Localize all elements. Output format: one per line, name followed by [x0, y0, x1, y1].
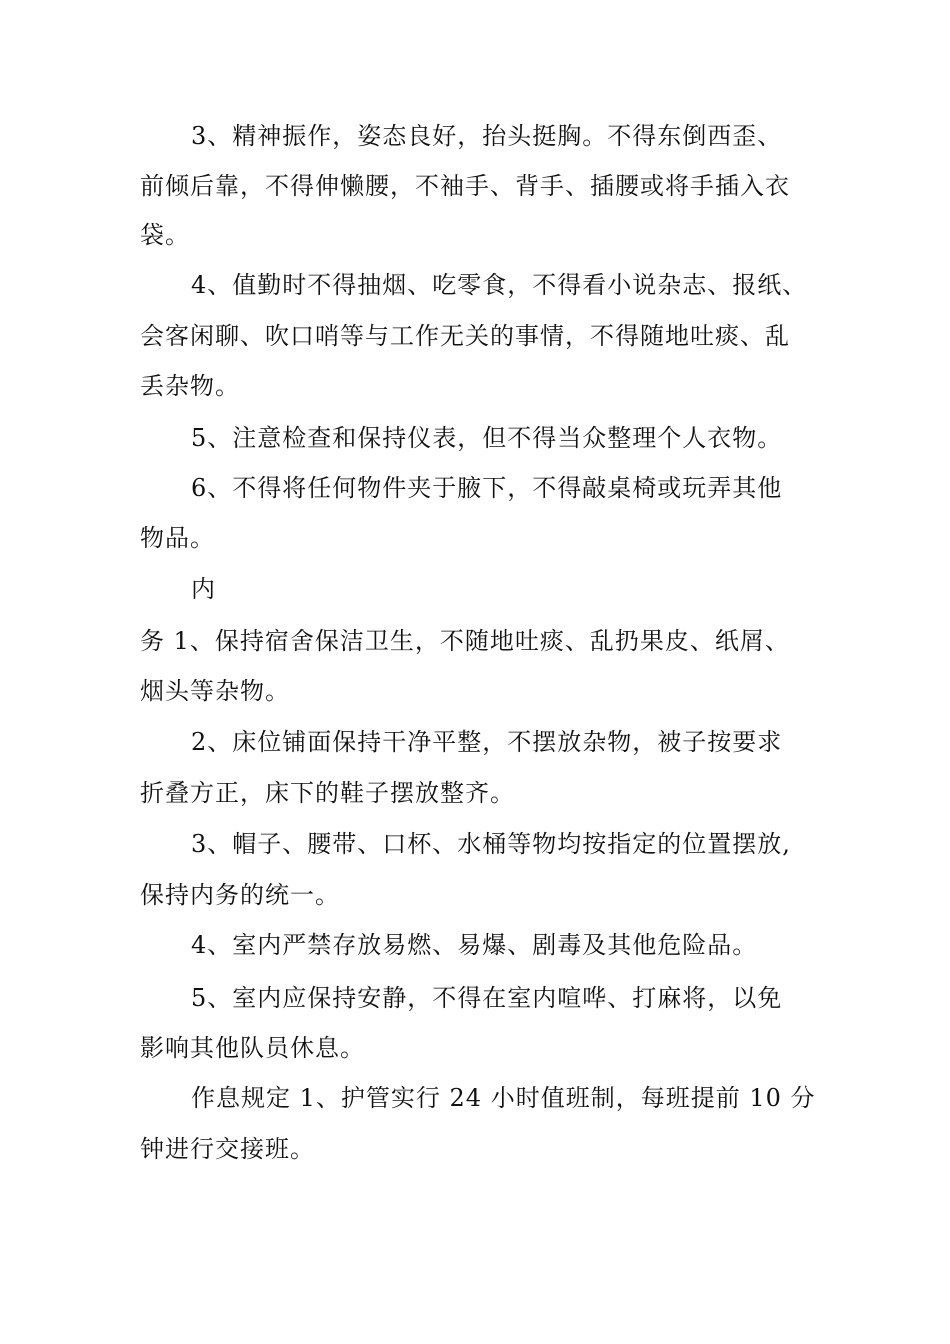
text-line: 丢杂物。 — [140, 372, 240, 400]
text-line: 6、不得将任何物件夹于腋下，不得敲桌椅或玩弄其他 — [191, 474, 783, 502]
text-line: 2、床位铺面保持干净平整，不摆放杂物，被子按要求 — [191, 728, 783, 756]
text-line: 烟头等杂物。 — [140, 677, 290, 705]
text-line: 作息规定 1、护管实行 24 小时值班制，每班提前 10 分 — [191, 1084, 816, 1112]
text-line: 物品。 — [140, 524, 215, 552]
text-line: 5、室内应保持安静，不得在室内喧哗、打麻将，以免 — [191, 984, 783, 1012]
text-line: 3、帽子、腰带、口杯、水桶等物均按指定的位置摆放, — [191, 830, 791, 858]
text-line: 折叠方正，床下的鞋子摆放整齐。 — [140, 779, 515, 807]
text-line: 4、值勤时不得抽烟、吃零食，不得看小说杂志、报纸、 — [191, 271, 808, 299]
section-heading: 内 — [191, 575, 216, 603]
text-line: 3、精神振作，姿态良好，抬头挺胸。不得东倒西歪、 — [191, 122, 783, 150]
text-line: 4、室内严禁存放易燃、易爆、剧毒及其他危险品。 — [191, 931, 758, 959]
text-line: 务 1、保持宿舍保洁卫生，不随地吐痰、乱扔果皮、纸屑、 — [140, 627, 790, 655]
text-line: 5、注意检查和保持仪表，但不得当众整理个人衣物。 — [191, 424, 783, 452]
text-line: 会客闲聊、吹口哨等与工作无关的事情，不得随地吐痰、乱 — [140, 322, 790, 350]
text-line: 保持内务的统一。 — [140, 881, 340, 909]
text-line: 钟进行交接班。 — [140, 1135, 315, 1163]
text-line: 影响其他队员休息。 — [140, 1034, 365, 1062]
text-line: 前倾后靠，不得伸懒腰，不袖手、背手、插腰或将手插入衣 — [140, 172, 790, 200]
text-line: 袋。 — [140, 221, 190, 249]
